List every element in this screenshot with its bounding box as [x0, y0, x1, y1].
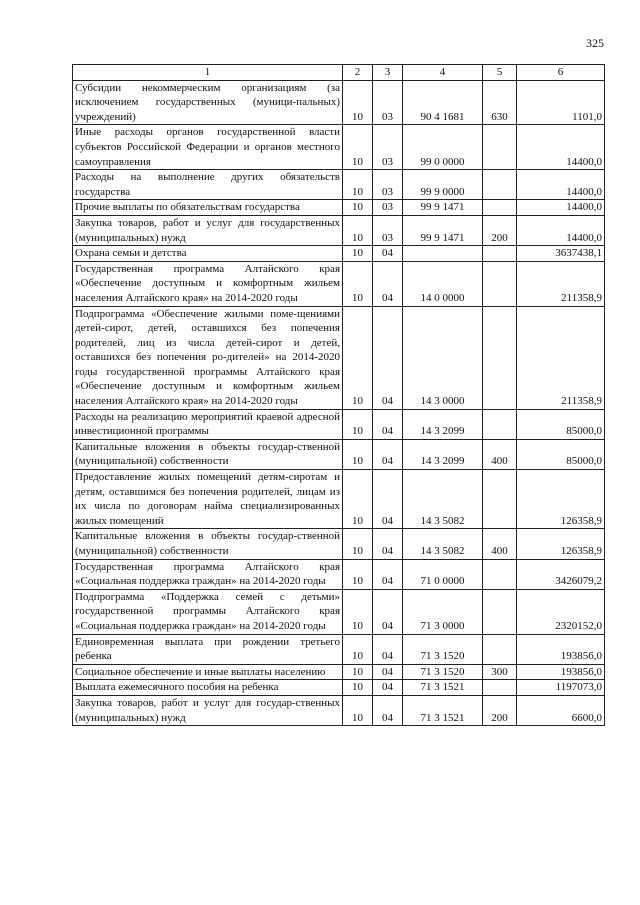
row-name-cell: Государственная программа Алтайского края «Социальная поддержка граждан» на 2014-2020 годы [73, 559, 343, 589]
expense-type-cell: 200 [483, 695, 517, 725]
target-article-cell: 14 3 5082 [403, 529, 483, 559]
section-code-cell: 10 [343, 634, 373, 664]
target-article-cell: 71 3 1520 [403, 664, 483, 680]
amount-cell: 6600,0 [517, 695, 605, 725]
section-code-cell: 10 [343, 246, 373, 262]
row-name-cell: Государственная программа Алтайского края «Обеспечение доступным и комфортным жильем населения Алтайского края» на 2014-2020 годы [73, 261, 343, 306]
table-row [73, 80, 605, 125]
row-name-cell: Закупка товаров, работ и услуг для государ-ственных (муниципальных) нужд [73, 695, 343, 725]
table-row [73, 664, 605, 680]
target-article-cell: 71 3 1521 [403, 680, 483, 696]
subsection-code-cell: 03 [373, 125, 403, 170]
table-row [73, 125, 605, 170]
amount-cell: 3426079,2 [517, 559, 605, 589]
section-code-cell: 10 [343, 439, 373, 469]
amount-cell: 211358,9 [517, 306, 605, 409]
amount-cell: 1101,0 [517, 80, 605, 125]
subsection-code-cell: 04 [373, 529, 403, 559]
section-code-cell: 10 [343, 200, 373, 216]
target-article-cell: 71 3 1520 [403, 634, 483, 664]
subsection-code-cell: 04 [373, 664, 403, 680]
target-article-cell: 99 9 0000 [403, 170, 483, 200]
amount-cell: 126358,9 [517, 470, 605, 529]
header-cell: 5 [483, 65, 517, 81]
subsection-code-cell: 04 [373, 306, 403, 409]
subsection-code-cell: 03 [373, 215, 403, 245]
expense-type-cell [483, 559, 517, 589]
expense-type-cell [483, 634, 517, 664]
expense-type-cell: 300 [483, 664, 517, 680]
table-row [73, 634, 605, 664]
target-article-cell: 14 3 0000 [403, 306, 483, 409]
amount-cell: 1197073,0 [517, 680, 605, 696]
row-name-cell: Субсидии некоммерческим организациям (за исключением государственных (муници-пальных) учреждений) [73, 80, 343, 125]
subsection-code-cell: 04 [373, 559, 403, 589]
amount-cell: 126358,9 [517, 529, 605, 559]
amount-cell: 211358,9 [517, 261, 605, 306]
subsection-code-cell: 04 [373, 261, 403, 306]
subsection-code-cell: 04 [373, 246, 403, 262]
target-article-cell: 71 3 0000 [403, 589, 483, 634]
table-row [73, 200, 605, 216]
expense-type-cell [483, 200, 517, 216]
row-name-cell: Прочие выплаты по обязательствам государства [73, 200, 343, 216]
section-code-cell: 10 [343, 261, 373, 306]
table-row [73, 409, 605, 439]
row-name-cell: Предоставление жилых помещений детям-сиротам и детям, оставшимся без попечения родителей, лицам из их числа по договорам найма специализированных жилых помещений [73, 470, 343, 529]
section-code-cell: 10 [343, 215, 373, 245]
header-cell: 2 [343, 65, 373, 81]
expense-type-cell [483, 125, 517, 170]
target-article-cell: 99 0 0000 [403, 125, 483, 170]
table-row [73, 470, 605, 529]
section-code-cell: 10 [343, 664, 373, 680]
subsection-code-cell: 03 [373, 80, 403, 125]
subsection-code-cell: 04 [373, 680, 403, 696]
table-row [73, 215, 605, 245]
expense-type-cell [483, 246, 517, 262]
table-row [73, 170, 605, 200]
amount-cell: 2320152,0 [517, 589, 605, 634]
section-code-cell: 10 [343, 529, 373, 559]
section-code-cell: 10 [343, 559, 373, 589]
expense-type-cell: 200 [483, 215, 517, 245]
expense-type-cell: 630 [483, 80, 517, 125]
expense-type-cell [483, 680, 517, 696]
subsection-code-cell: 03 [373, 170, 403, 200]
target-article-cell [403, 246, 483, 262]
table-row [73, 695, 605, 725]
section-code-cell: 10 [343, 170, 373, 200]
amount-cell: 193856,0 [517, 634, 605, 664]
header-cell: 3 [373, 65, 403, 81]
target-article-cell: 99 9 1471 [403, 200, 483, 216]
expense-type-cell: 400 [483, 529, 517, 559]
page-number: 325 [586, 36, 604, 50]
subsection-code-cell: 04 [373, 695, 403, 725]
expense-type-cell [483, 409, 517, 439]
header-cell: 6 [517, 65, 605, 81]
row-name-cell: Капитальные вложения в объекты государ-ственной (муниципальной) собственности [73, 439, 343, 469]
section-code-cell: 10 [343, 680, 373, 696]
subsection-code-cell: 04 [373, 439, 403, 469]
target-article-cell: 14 3 2099 [403, 409, 483, 439]
expense-type-cell [483, 261, 517, 306]
target-article-cell: 14 0 0000 [403, 261, 483, 306]
amount-cell: 85000,0 [517, 409, 605, 439]
row-name-cell: Расходы на реализацию мероприятий краевой адресной инвестиционной программы [73, 409, 343, 439]
row-name-cell: Закупка товаров, работ и услуг для государственных (муниципальных) нужд [73, 215, 343, 245]
table-row [73, 680, 605, 696]
table-row [73, 589, 605, 634]
table-header-row [73, 65, 605, 81]
subsection-code-cell: 04 [373, 634, 403, 664]
amount-cell: 14400,0 [517, 200, 605, 216]
expense-type-cell [483, 589, 517, 634]
expense-type-cell [483, 306, 517, 409]
row-name-cell: Выплата ежемесячного пособия на ребенка [73, 680, 343, 696]
amount-cell: 14400,0 [517, 170, 605, 200]
expense-type-cell [483, 470, 517, 529]
section-code-cell: 10 [343, 125, 373, 170]
table-row [73, 439, 605, 469]
row-name-cell: Капитальные вложения в объекты государ-ственной (муниципальной) собственности [73, 529, 343, 559]
target-article-cell: 71 0 0000 [403, 559, 483, 589]
row-name-cell: Иные расходы органов государственной власти субъектов Российской Федерации и органов местного самоуправления [73, 125, 343, 170]
table-row [73, 529, 605, 559]
table-row [73, 559, 605, 589]
row-name-cell: Подпрограмма «Поддержка семей с детьми» государственной программы Алтайского края «Социальная поддержка граждан» на 2014-2020 годы [73, 589, 343, 634]
row-name-cell: Социальное обеспечение и иные выплаты населению [73, 664, 343, 680]
header-cell: 4 [403, 65, 483, 81]
amount-cell: 85000,0 [517, 439, 605, 469]
subsection-code-cell: 04 [373, 409, 403, 439]
target-article-cell: 99 9 1471 [403, 215, 483, 245]
target-article-cell: 71 3 1521 [403, 695, 483, 725]
table-row [73, 261, 605, 306]
target-article-cell: 90 4 1681 [403, 80, 483, 125]
target-article-cell: 14 3 2099 [403, 439, 483, 469]
section-code-cell: 10 [343, 470, 373, 529]
subsection-code-cell: 04 [373, 589, 403, 634]
section-code-cell: 10 [343, 695, 373, 725]
expense-type-cell [483, 170, 517, 200]
header-cell: 1 [73, 65, 343, 81]
subsection-code-cell: 04 [373, 470, 403, 529]
row-name-cell: Расходы на выполнение других обязательств государства [73, 170, 343, 200]
row-name-cell: Охрана семьи и детства [73, 246, 343, 262]
expense-type-cell: 400 [483, 439, 517, 469]
row-name-cell: Подпрограмма «Обеспечение жилыми поме-щениями детей-сирот, детей, оставшихся без попечения родителей, лиц из числа детей-сирот и детей, оставшихся без попечения ро-дителей» на 2014-2020 годы государственной программы Алтайского края «Обеспечение доступным и комфортным жильем населения Алтайского края» на 2014-2020 годы [73, 306, 343, 409]
budget-table [72, 64, 605, 726]
subsection-code-cell: 03 [373, 200, 403, 216]
amount-cell: 14400,0 [517, 215, 605, 245]
amount-cell: 14400,0 [517, 125, 605, 170]
table-row [73, 306, 605, 409]
amount-cell: 3637438,1 [517, 246, 605, 262]
section-code-cell: 10 [343, 306, 373, 409]
table-row [73, 246, 605, 262]
section-code-cell: 10 [343, 409, 373, 439]
section-code-cell: 10 [343, 80, 373, 125]
amount-cell: 193856,0 [517, 664, 605, 680]
target-article-cell: 14 3 5082 [403, 470, 483, 529]
row-name-cell: Единовременная выплата при рождении третьего ребенка [73, 634, 343, 664]
section-code-cell: 10 [343, 589, 373, 634]
